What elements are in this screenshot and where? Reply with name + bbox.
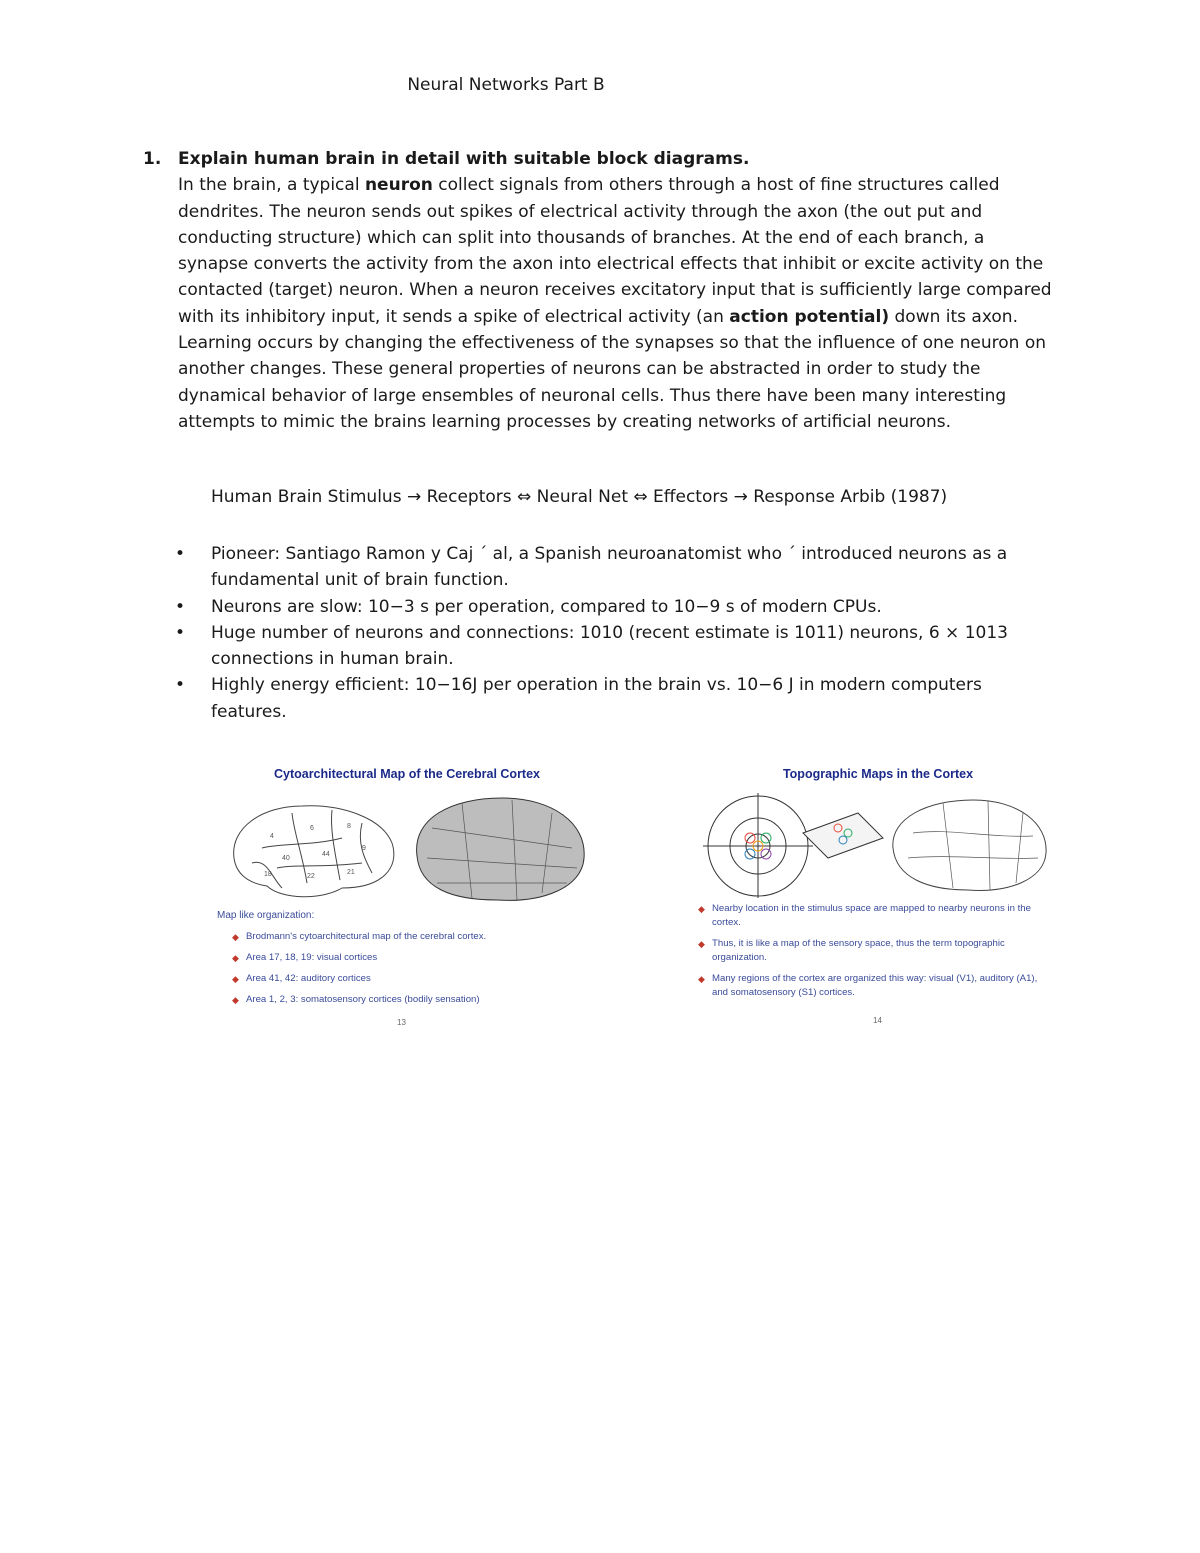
list-item: ◆ Thus, it is like a map of the sensory space, thus the term topographic organization. xyxy=(698,938,1005,963)
list-item: ◆ Area 41, 42: auditory cortices xyxy=(232,973,371,984)
slide-title: Cytoarchitectural Map of the Cerebral Cortex xyxy=(273,767,541,781)
svg-text:4: 4 xyxy=(270,833,274,840)
list-item: • Pioneer: Santiago Ramon y Caj ´ al, a Spanish neuroanatomist who ´ introduced neurons as a fundamental unit of brain function. xyxy=(175,544,1008,591)
page-title: Neural Networks Part B xyxy=(407,75,605,95)
svg-text:44: 44 xyxy=(322,851,330,858)
list-item: • Huge number of neurons and connections: 1010 (recent estimate is 1011) neurons, 6 × 1013 connections in human brain. xyxy=(175,622,1008,670)
brain-map-illustration xyxy=(222,788,592,908)
slide-bullets xyxy=(232,930,572,1014)
slide-page-number: 13 xyxy=(397,1018,406,1027)
question-number: 1. xyxy=(143,149,162,169)
list-item: • Neurons are slow: 10−3 s per operation, compared to 10−9 s of modern CPUs. xyxy=(175,596,882,617)
list-item: ◆ Many regions of the cortex are organized this way: visual (V1), auditory (A1), and somatosensory (S1) cortices. xyxy=(698,973,1038,998)
list-item: ◆ Area 17, 18, 19: visual cortices xyxy=(232,952,378,963)
svg-text:8: 8 xyxy=(347,823,351,830)
question-block xyxy=(143,146,1053,435)
fact-list xyxy=(172,541,1052,725)
slide-page-number: 14 xyxy=(873,1016,882,1025)
list-item: ◆ Area 1, 2, 3: somatosensory cortices (bodily sensation) xyxy=(232,994,480,1005)
svg-text:21: 21 xyxy=(347,869,355,876)
question-title: Explain human brain in detail with suitable block diagrams. xyxy=(178,149,750,169)
slide-lead: Map like organization: xyxy=(217,910,315,921)
svg-text:22: 22 xyxy=(307,873,315,880)
list-item: ◆ Nearby location in the stimulus space are mapped to nearby neurons in the cortex. xyxy=(698,903,1031,928)
svg-text:40: 40 xyxy=(282,855,290,862)
svg-text:18: 18 xyxy=(264,871,272,878)
question-answer: In the brain, a typical neuron collect signals from others through a host of fine structures called dendrites. The neuron sends out spikes of electrical activity through the axon (the out put and conducting structure) which can split into thousands of branches. At the end of each branch, a synapse converts the activity from the axon into electrical effects that inhibit or excite activity on the contacted (target) neuron. When a neuron receives excitatory input that is sufficiently large compared with its inhibitory input, it sends a spike of electrical activity (an action potential) down its axon. Learning occurs by changing the effectiveness of the synapses so that the influence of one neuron on another changes. These general properties of neurons can be abstracted in order to study the dynamical behavior of large ensembles of neuronal cells. Thus there have been many interesting attempts to mimic the brains learning processes by creating networks of artificial neurons. xyxy=(178,175,1052,432)
slide-title: Topographic Maps in the Cortex xyxy=(782,767,974,781)
slide-bullets xyxy=(698,902,1053,1007)
svg-text:6: 6 xyxy=(310,825,314,832)
topographic-illustration xyxy=(698,788,1058,898)
topographic-slide xyxy=(698,760,1058,1035)
list-item: • Highly energy efficient: 10−16J per operation in the brain vs. 10−6 J in modern computers features. xyxy=(175,675,982,722)
cytoarchitectural-slide xyxy=(217,760,592,1035)
svg-text:9: 9 xyxy=(362,845,366,852)
brain-flow-diagram: Human Brain Stimulus → Receptors ⇔ Neural Net ⇔ Effectors → Response Arbib (1987) xyxy=(211,487,948,507)
list-item: ◆ Brodmann's cytoarchitectural map of the cerebral cortex. xyxy=(232,931,487,942)
